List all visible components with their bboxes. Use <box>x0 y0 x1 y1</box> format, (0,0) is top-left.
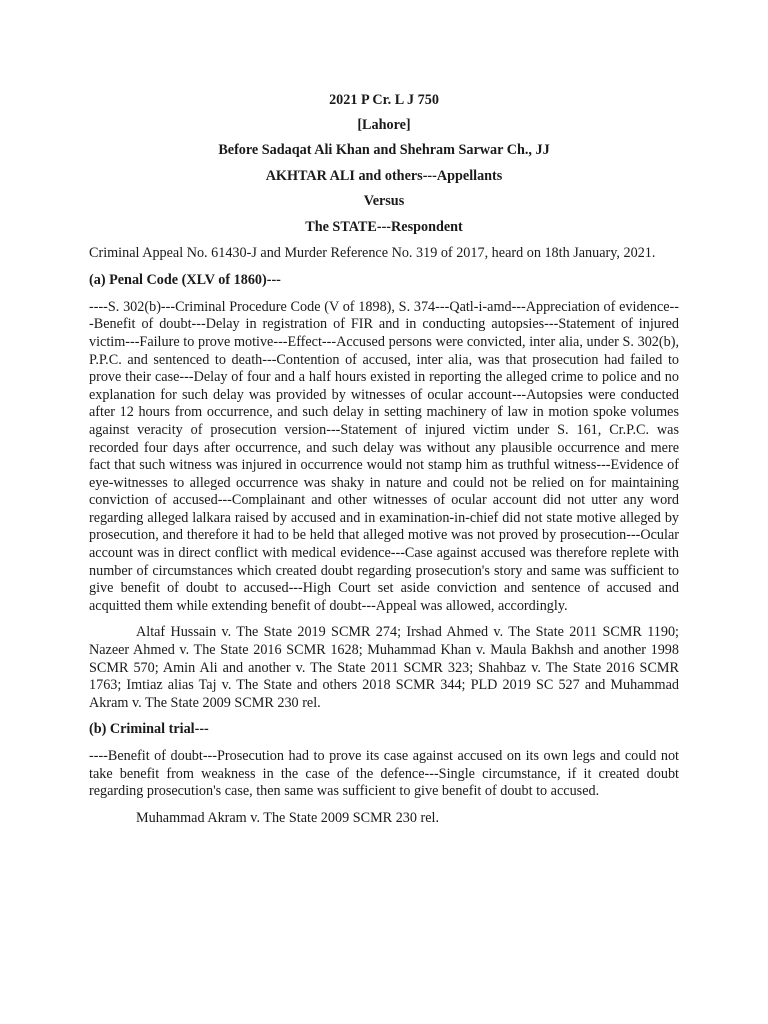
judgment-page <box>89 92 679 836</box>
appellants-heading: AKHTAR ALI and others---Appellants <box>265 167 503 184</box>
respondent-heading: The STATE---Respondent <box>305 218 463 235</box>
section-body: ----S. 302(b)---Criminal Procedure Code (V of 1898), S. 374---Qatl-i-amd---Appreciation of evidence---Benefit of doubt---Delay in registration of FIR and in conducting autopsies---Statement of injured victim---Failure to prove motive---Effect---Accused persons were convicted, inter alia, under S. 302(b), P.P.C. and sentenced to death---Contention of accused, inter alia, was that prosecution had failed to prove their case---Delay of four and a half hours existed in reporting the alleged crime to police and no explanation for such delay was provided by witnesses of ocular account---Autopsies were conducted after 12 hours from occurrence, and such delay in setting machinery of law in motion spoke volumes against veracity of prosecution version---Statement of injured victim under S. 161, Cr.P.C. was recorded four days after occurrence, and such delay was without any plausible occurrence and mere fact that such witness was injured in occurrence would not stamp him as truthful witness---Evidence of eye-witnesses to alleged occurrence was shaky in nature and could not be relied on for maintaining conviction of accused---Complainant and other witnesses of ocular account did not utter any word regarding alleged lalkara raised by accused and in examination-in-chief did not state motive alleged by prosecution, and therefore it had to be held that alleged motive was not proved by prosecution---Ocular account was in direct conflict with medical evidence---Case against accused was therefore replete with number of circumstances which created doubt regarding prosecution's story and same was sufficient to give benefit of doubt to accused---High Court set aside conviction and sentence of accused and acquitted them while extending benefit of doubt---Appeal was allowed, accordingly. <box>89 298 679 614</box>
section-penal-code <box>89 272 679 712</box>
court-heading: [Lahore] <box>357 116 411 133</box>
section-citations: Altaf Hussain v. The State 2019 SCMR 274; Irshad Ahmed v. The State 2011 SCMR 1190; Nazeer Ahmed v. The State 2016 SCMR 1628; Muhammad Khan v. Maula Bakhsh and another 1998 SCMR 570; Amin Ali and another v. The State 2011 SCMR 323; Shahbaz v. The State 2016 SCMR 1763; Imtiaz alias Taj v. The State and others 2018 SCMR 344; PLD 2019 SC 527 and Muhammad Akram v. The State 2009 SCMR 230 rel. <box>89 624 679 711</box>
section-citations: Muhammad Akram v. The State 2009 SCMR 230 rel. <box>136 809 440 826</box>
section-body: ----Benefit of doubt---Prosecution had to prove its case against accused on its own legs and could not take benefit from weakness in the case of the defence---Single circumstance, if it created doubt regarding prosecution's case, then same was sufficient to give benefit of doubt to accused. <box>89 748 679 800</box>
versus-heading: Versus <box>363 193 405 210</box>
case-info: Criminal Appeal No. 61430-J and Murder Reference No. 319 of 2017, heard on 18th January, 2021. <box>89 244 656 261</box>
section-heading: (a) Penal Code (XLV of 1860)--- <box>89 272 281 289</box>
section-criminal-trial <box>89 721 679 827</box>
citation-heading: 2021 P Cr. L J 750 <box>329 92 439 108</box>
section-heading: (b) Criminal trial--- <box>89 721 209 738</box>
bench-heading: Before Sadaqat Ali Khan and Shehram Sarwar Ch., JJ <box>218 142 550 159</box>
